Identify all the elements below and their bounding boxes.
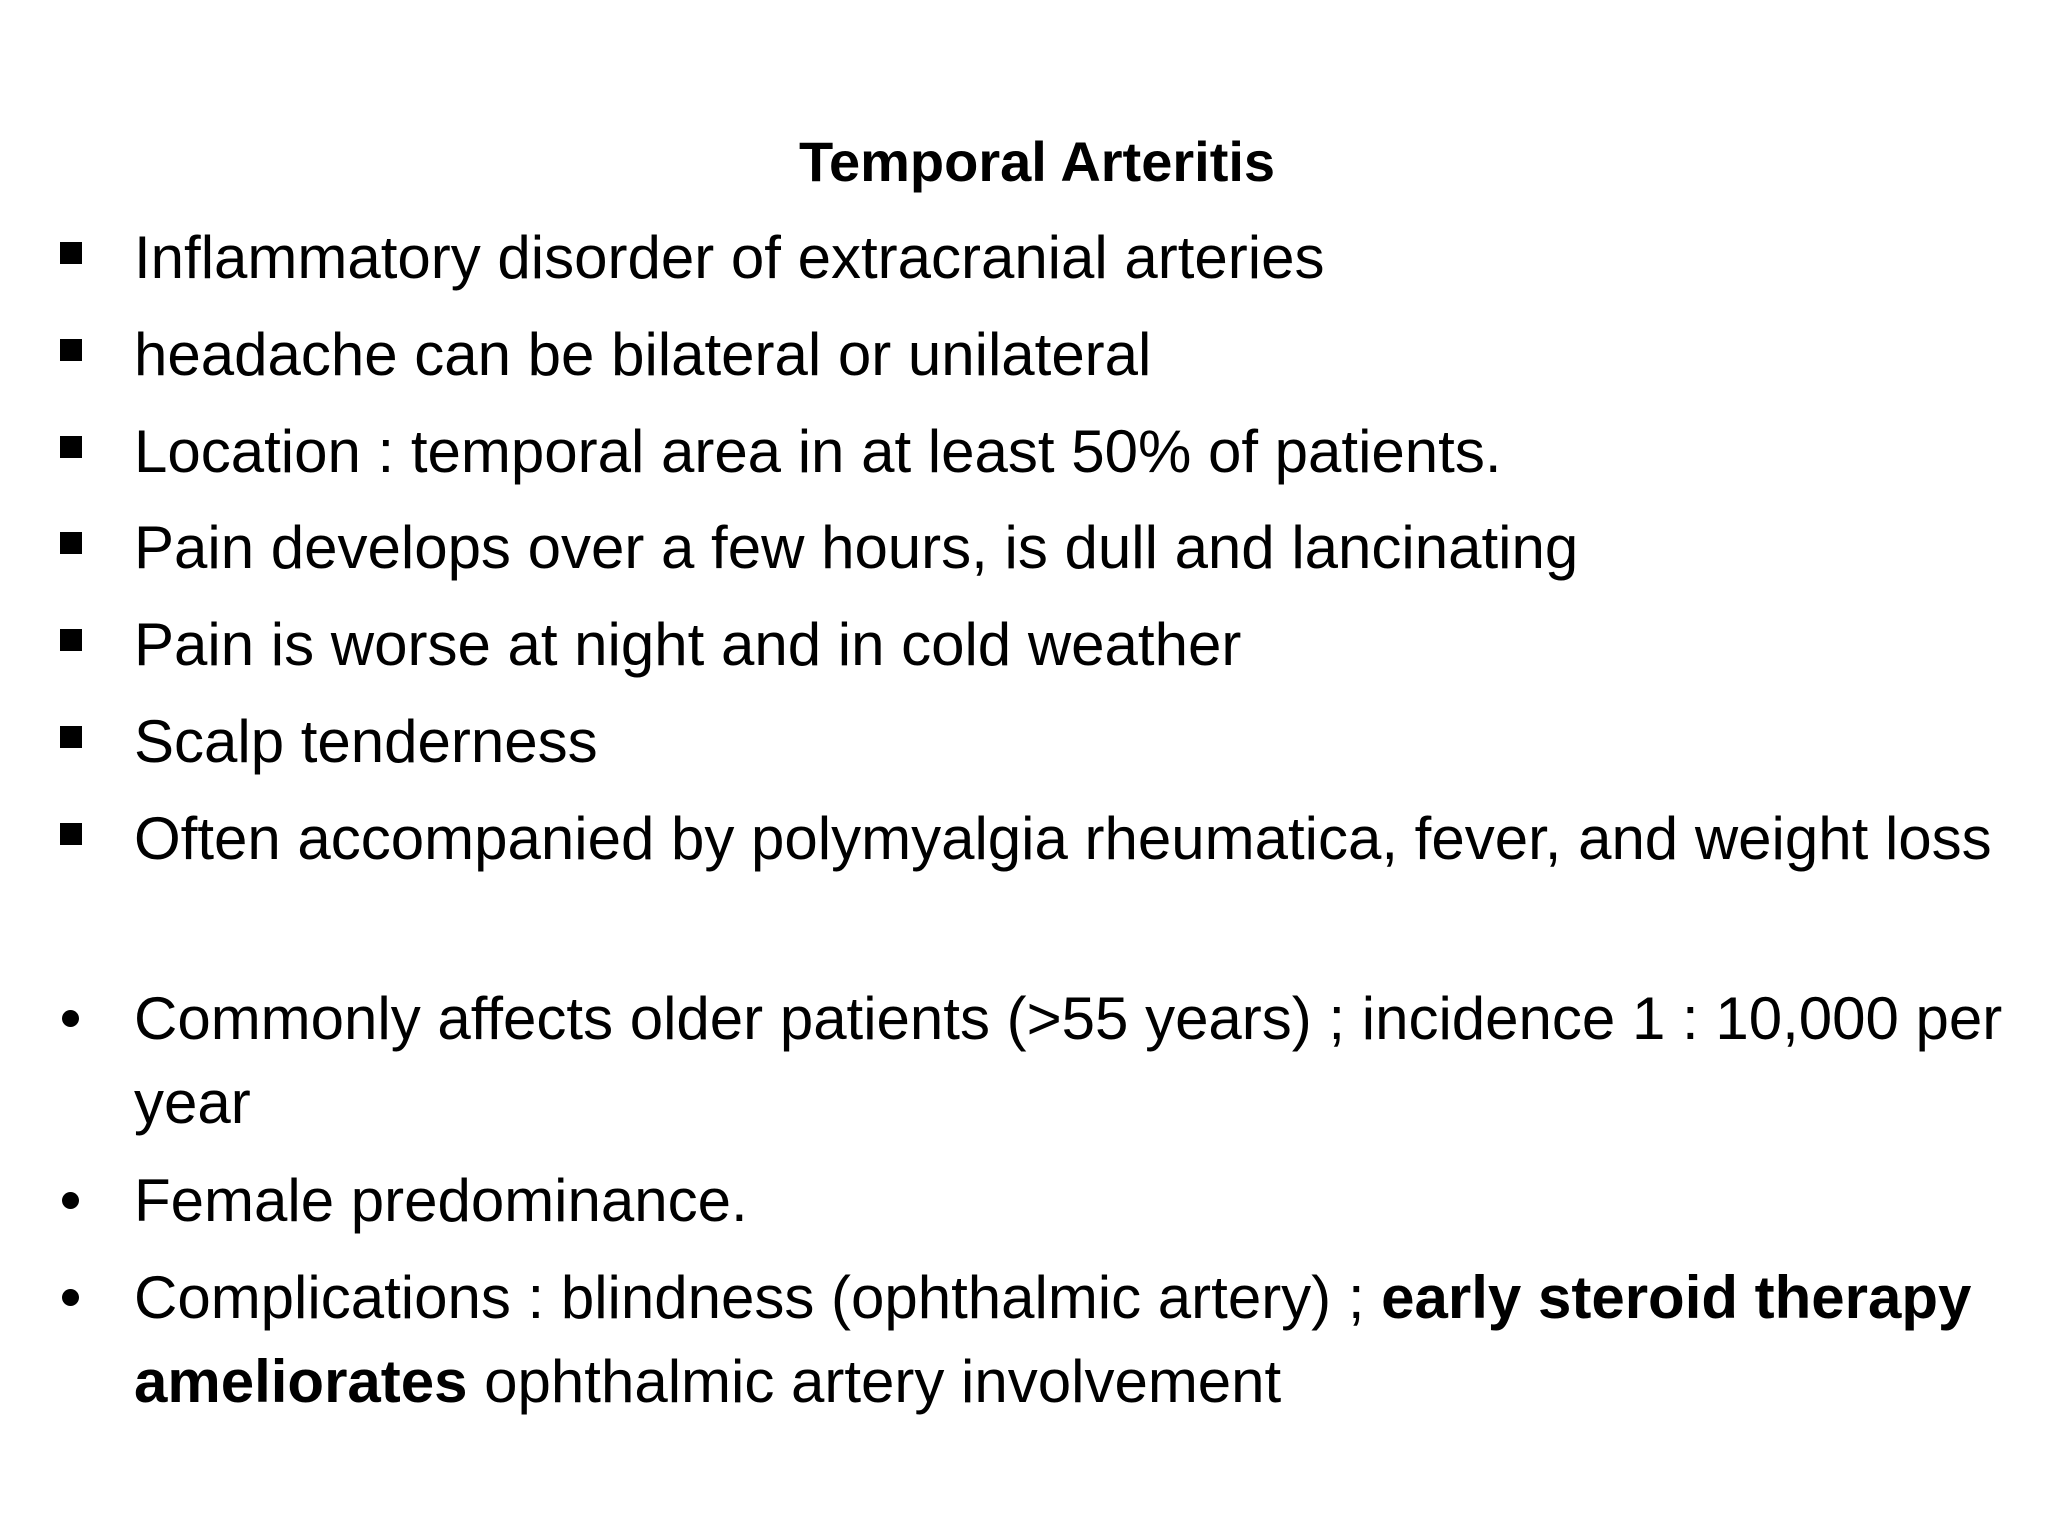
square-bullet-icon [52, 700, 92, 784]
square-bullet-icon [52, 506, 92, 590]
bullet-text: headache can be bilateral or unilateral [134, 321, 1152, 388]
bullet-text: Pain is worse at night and in cold weather [134, 611, 1242, 678]
square-bullet-icon [52, 216, 92, 300]
bullet-text: Often accompanied by polymyalgia rheumatica, fever, and weight loss [134, 805, 1992, 872]
bullet-text [134, 1256, 2014, 1424]
bullet-text-normal: Complications : blindness (ophthalmic artery) ; [134, 1264, 1382, 1331]
bullet-text: Pain develops over a few hours, is dull and lancinating [134, 514, 1579, 581]
bullet-text: Commonly affects older patients (>55 years) ; incidence 1 : 10,000 per year [134, 985, 2003, 1136]
slide-title: Temporal Arteritis [798, 130, 1276, 193]
round-bullet-icon [52, 1159, 92, 1243]
bullet-text-bold: early steroid therapy ameliorates [134, 1264, 1972, 1415]
square-bullet-icon [52, 410, 92, 494]
bullet-text-normal: ophthalmic artery involvement [467, 1348, 1282, 1415]
bullet-text: Female predominance. [134, 1167, 748, 1234]
square-bullet-icon [52, 313, 92, 397]
round-bullet-icon [52, 1256, 92, 1340]
bullet-text: Scalp tenderness [134, 708, 598, 775]
square-bullet-icon [52, 797, 92, 881]
round-bullet-icon [52, 977, 92, 1061]
bullet-text: Inflammatory disorder of extracranial arteries [134, 224, 1325, 291]
bullet-text: Location : temporal area in at least 50% of patients. [134, 418, 1502, 485]
square-bullet-icon [52, 603, 92, 687]
